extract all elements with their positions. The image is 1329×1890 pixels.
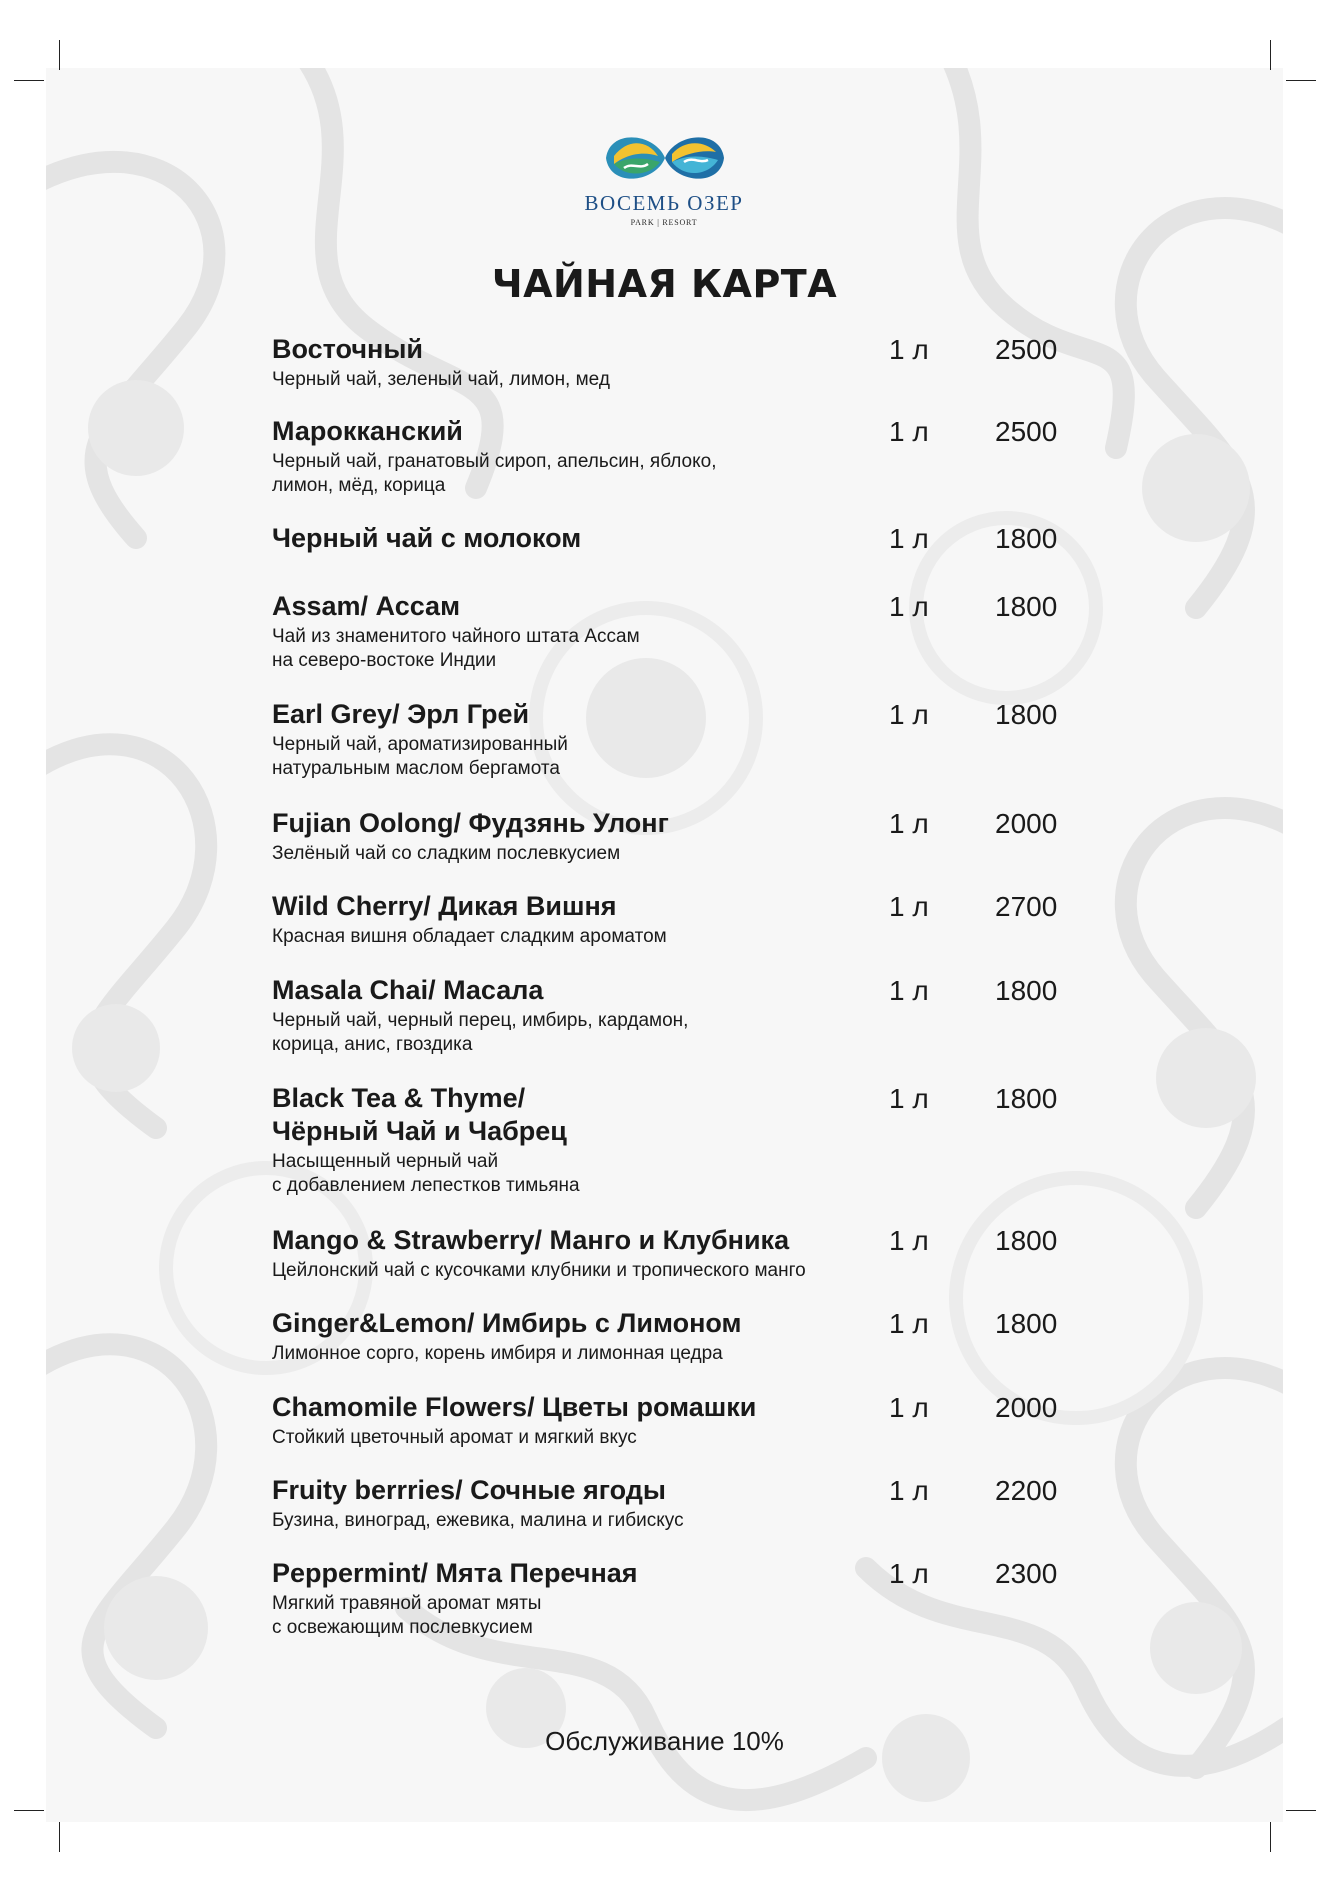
item-volume: 1 л bbox=[889, 699, 929, 730]
item-name: Марокканский bbox=[272, 416, 463, 446]
item-description-line: на северо-востоке Индии bbox=[272, 650, 497, 671]
item-name: Earl Grey/ Эрл Грей bbox=[272, 699, 530, 729]
item-price: 1800 bbox=[995, 1083, 1058, 1114]
item-name: Black Tea & Thyme/ bbox=[272, 1083, 526, 1113]
menu-item bbox=[272, 590, 1072, 673]
item-description bbox=[272, 625, 1072, 673]
service-charge-note: Обслуживание 10% bbox=[545, 1726, 784, 1756]
item-name: Ginger&Lemon/ Имбирь с Лимоном bbox=[272, 1308, 742, 1338]
item-price: 1800 bbox=[995, 699, 1058, 730]
item-price: 1800 bbox=[995, 523, 1058, 554]
item-description-line: с освежающим послевкусием bbox=[272, 1617, 533, 1638]
item-volume: 1 л bbox=[889, 1558, 929, 1589]
item-price: 2700 bbox=[995, 891, 1058, 922]
menu-item bbox=[272, 1557, 1072, 1640]
item-description-line: Черный чай, гранатовый сироп, апельсин, яблоко, bbox=[272, 451, 717, 472]
menu-item bbox=[272, 1082, 1072, 1198]
crop-mark bbox=[1270, 1822, 1271, 1852]
item-description: Зелёный чай со сладким послевкусием bbox=[272, 843, 621, 864]
page-title: ЧАЙНАЯ КАРТА bbox=[491, 262, 838, 306]
item-description-line: лимон, мёд, корица bbox=[272, 475, 446, 496]
item-description: Красная вишня обладает сладким ароматом bbox=[272, 926, 667, 947]
menu-item bbox=[272, 1224, 1072, 1283]
item-description bbox=[272, 733, 1072, 781]
item-volume: 1 л bbox=[889, 975, 929, 1006]
crop-mark bbox=[59, 1822, 60, 1852]
item-name: Mango & Strawberry/ Манго и Клубника bbox=[272, 1225, 790, 1255]
item-price: 1800 bbox=[995, 1308, 1058, 1339]
item-name: Masala Chai/ Масала bbox=[272, 975, 544, 1005]
item-volume: 1 л bbox=[889, 1225, 929, 1256]
item-description: Черный чай, зеленый чай, лимон, мед bbox=[272, 369, 610, 390]
item-description: Лимонное сорго, корень имбиря и лимонная цедра bbox=[272, 1343, 723, 1364]
item-name-line-2: Чёрный Чай и Чабрец bbox=[272, 1116, 567, 1146]
crop-mark bbox=[1286, 80, 1316, 81]
item-description bbox=[272, 1592, 1072, 1640]
item-description bbox=[272, 1009, 1072, 1057]
item-volume: 1 л bbox=[889, 416, 929, 447]
item-name: Assam/ Ассам bbox=[272, 591, 461, 621]
crop-mark bbox=[14, 1810, 44, 1811]
menu-item bbox=[272, 1307, 1072, 1366]
item-price: 1800 bbox=[995, 591, 1058, 622]
item-name: Peppermint/ Мята Перечная bbox=[272, 1558, 638, 1588]
crop-mark bbox=[59, 40, 60, 70]
brand-logo-icon bbox=[600, 118, 730, 198]
item-description-line: Насыщенный черный чай bbox=[272, 1151, 499, 1172]
item-description-line: Черный чай, ароматизированный bbox=[272, 734, 568, 755]
menu-item bbox=[272, 890, 1072, 949]
item-name: Fujian Oolong/ Фудзянь Улонг bbox=[272, 808, 669, 838]
item-description-line: Черный чай, черный перец, имбирь, кардамон, bbox=[272, 1010, 689, 1031]
crop-mark bbox=[14, 80, 44, 81]
item-volume: 1 л bbox=[889, 334, 929, 365]
item-name: Wild Cherry/ Дикая Вишня bbox=[272, 891, 617, 921]
item-volume: 1 л bbox=[889, 1392, 929, 1423]
menu-item bbox=[272, 1474, 1072, 1533]
item-volume: 1 л bbox=[889, 1083, 929, 1114]
item-description-line: натуральным маслом бергамота bbox=[272, 758, 560, 779]
menu-item bbox=[272, 333, 1072, 392]
brand-name: ВОСЕМЬ ОЗЕР bbox=[584, 191, 744, 215]
item-description-line: Мягкий травяной аромат мяты bbox=[272, 1593, 542, 1614]
item-description: Бузина, виноград, ежевика, малина и гибискус bbox=[272, 1510, 684, 1531]
item-price: 2000 bbox=[995, 1392, 1058, 1423]
item-description: Цейлонский чай с кусочками клубники и тропического манго bbox=[272, 1260, 806, 1281]
item-description: Стойкий цветочный аромат и мягкий вкус bbox=[272, 1427, 637, 1448]
item-price: 1800 bbox=[995, 975, 1058, 1006]
crop-mark bbox=[1286, 1810, 1316, 1811]
item-name: Восточный bbox=[272, 334, 423, 364]
item-description bbox=[272, 1150, 1072, 1198]
item-price: 2200 bbox=[995, 1475, 1058, 1506]
item-description bbox=[272, 450, 1072, 498]
item-price: 2500 bbox=[995, 416, 1058, 447]
item-volume: 1 л bbox=[889, 891, 929, 922]
item-volume: 1 л bbox=[889, 1308, 929, 1339]
item-volume: 1 л bbox=[889, 1475, 929, 1506]
menu-item bbox=[272, 974, 1072, 1057]
menu-item bbox=[272, 807, 1072, 866]
menu-item bbox=[272, 1391, 1072, 1450]
menu-item bbox=[272, 698, 1072, 781]
item-name: Черный чай с молоком bbox=[272, 523, 582, 553]
item-volume: 1 л bbox=[889, 808, 929, 839]
item-name: Chamomile Flowers/ Цветы ромашки bbox=[272, 1392, 757, 1422]
menu-item bbox=[272, 522, 1072, 555]
item-price: 1800 bbox=[995, 1225, 1058, 1256]
item-description-line: корица, анис, гвоздика bbox=[272, 1034, 473, 1055]
item-price: 2500 bbox=[995, 334, 1058, 365]
item-description-line: с добавлением лепестков тимьяна bbox=[272, 1175, 580, 1196]
item-volume: 1 л bbox=[889, 523, 929, 554]
item-name: Fruity berrries/ Сочные ягоды bbox=[272, 1475, 666, 1505]
item-price: 2000 bbox=[995, 808, 1058, 839]
crop-mark bbox=[1270, 40, 1271, 70]
menu-item bbox=[272, 415, 1072, 498]
item-description-line: Чай из знаменитого чайного штата Ассам bbox=[272, 626, 640, 647]
brand-subtitle: PARK | RESORT bbox=[630, 218, 698, 227]
item-volume: 1 л bbox=[889, 591, 929, 622]
item-price: 2300 bbox=[995, 1558, 1058, 1589]
